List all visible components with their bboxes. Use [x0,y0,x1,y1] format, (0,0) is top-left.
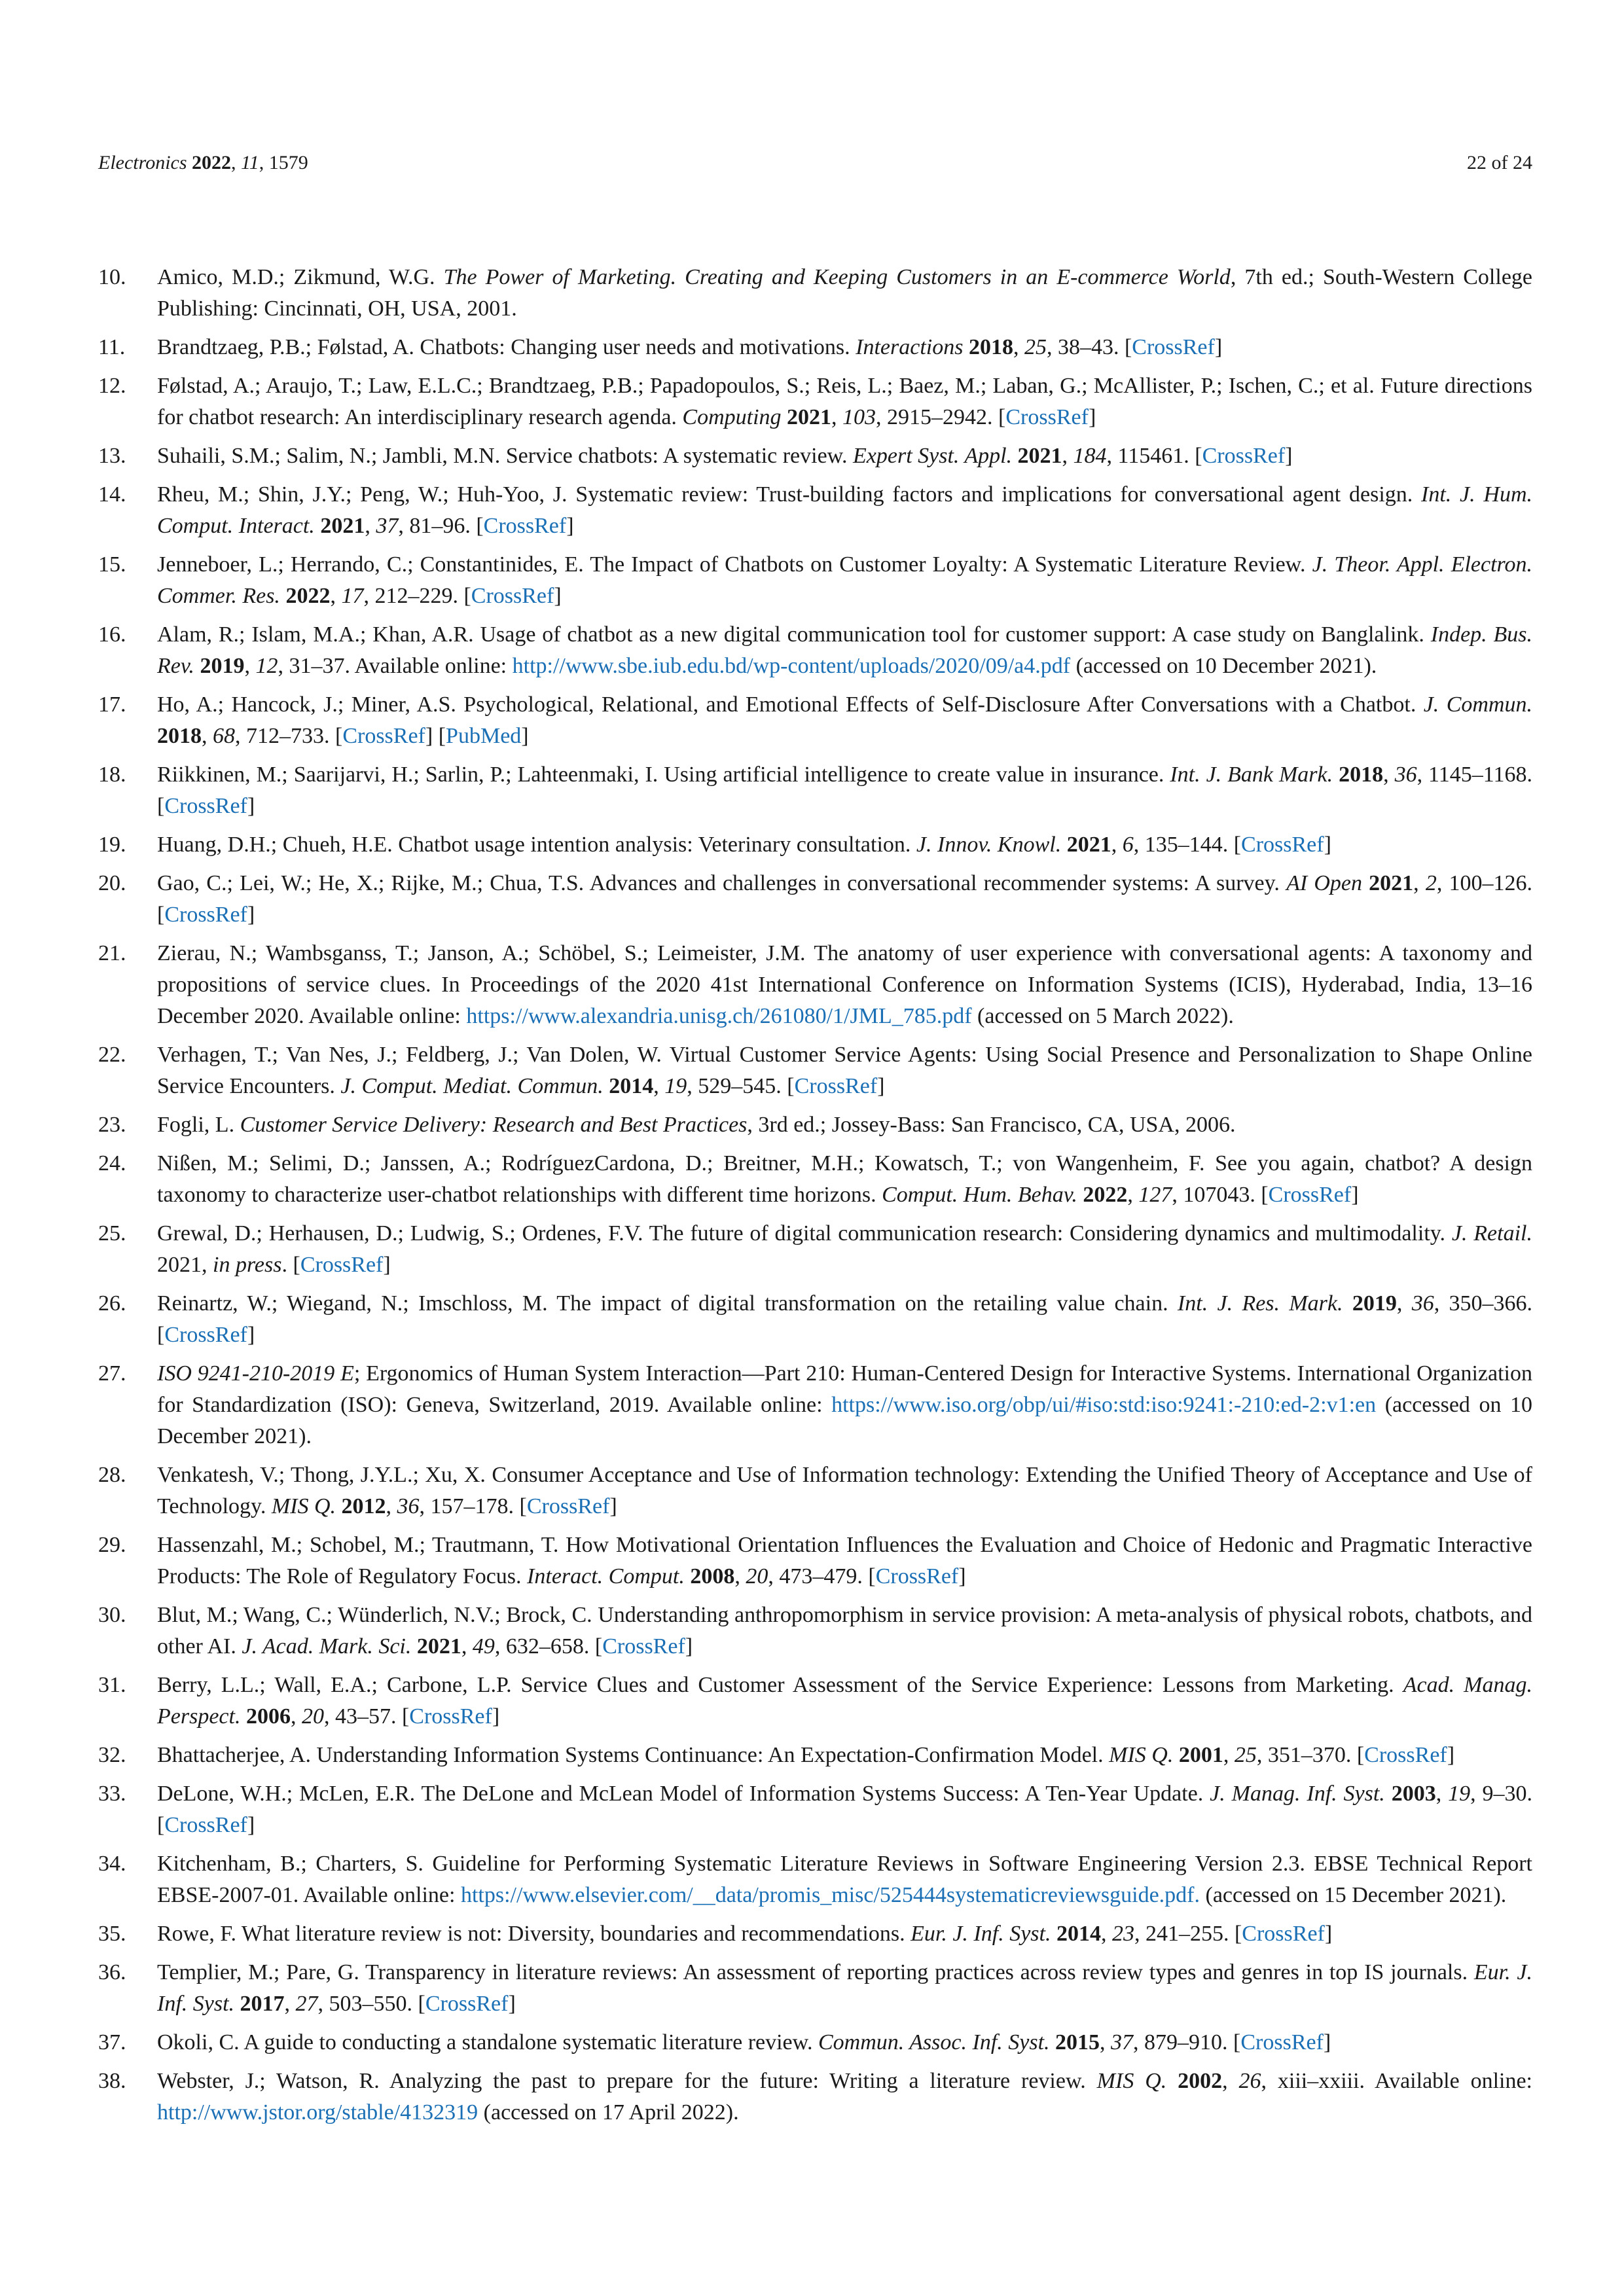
reference-year: 2018 [1339,762,1384,787]
reference-italic-text: J. Innov. Knowl. [916,833,1062,857]
reference-item [98,2066,1532,2128]
reference-italic-text: 19 [664,1074,687,1098]
reference-item [98,479,1532,542]
reference-text: , xiii–xxiii. Available online: [1261,2069,1532,2093]
reference-text: , 1145–1168. [ [157,762,1533,818]
reference-item [98,1957,1532,2020]
reference-item [98,2027,1532,2058]
reference-text: , [461,1634,473,1659]
reference-text: , [1222,2069,1239,2093]
reference-text [1385,1782,1392,1806]
reference-crossref-link[interactable]: CrossRef [164,1323,247,1347]
reference-text: , 2915–2942. [ [876,405,1006,429]
reference-text: , 43–57. [ [323,1704,410,1729]
reference-text: ] [1324,1922,1333,1946]
reference-year: 2003 [1391,1782,1436,1806]
reference-number: 30. [98,1603,126,1627]
reference-item [98,332,1532,363]
reference-italic-text: Commun. Assoc. Inf. Syst. [818,2030,1050,2054]
reference-italic-text: AI Open [1286,871,1362,895]
reference-crossref-link[interactable]: CrossRef [1202,444,1286,468]
reference-text: Jenneboer, L.; Herrando, C.; Constantinides, E. The Impact of Chatbots on Customer Loyalty: A Systematic Literature Review. [157,552,1312,577]
reference-number: 23. [98,1113,126,1137]
reference-italic-text: 19 [1448,1782,1471,1806]
reference-number: 25. [98,1221,126,1246]
reference-item [98,1740,1532,1771]
reference-text: ] [1324,833,1331,857]
reference-text: Nißen, M.; Selimi, D.; Janssen, A.; RodríguezCardona, D.; Breitner, M.H.; Kowatsch, T.; von Wangenheim, F. See you again, chatbot? A design taxonomy to characterize user-chatbot relationships with different time horizons. [157,1151,1532,1207]
reference-text: Reinartz, W.; Wiegand, N.; Imschloss, M. The impact of digital transformation on the retailing value chain. [157,1291,1178,1316]
reference-text: ] [566,514,574,538]
reference-item [98,1778,1532,1841]
reference-text: , 632–658. [ [494,1634,603,1659]
reference-text [1173,1743,1179,1767]
reference-item [98,1460,1532,1522]
reference-text: Berry, L.L.; Wall, E.A.; Carbone, L.P. Service Clues and Customer Assessment of the Service Experience: Lessons from Marketing. [157,1673,1403,1697]
reference-text: ] [1447,1743,1455,1767]
reference-italic-text: Interactions [856,335,964,359]
reference-text: Grewal, D.; Herhausen, D.; Ludwig, S.; Ordenes, F.V. The future of digital communication research: Considering dynamics and multimodality. [157,1221,1452,1246]
reference-text: , [290,1704,302,1729]
reference-italic-text: 12 [255,654,278,678]
reference-text: , [1223,1743,1235,1767]
reference-number: 27. [98,1361,126,1386]
reference-text: , [1383,762,1395,787]
reference-item [98,1148,1532,1211]
reference-year: 2014 [609,1074,654,1098]
reference-item [98,1848,1532,1911]
reference-italic-text: 25 [1024,335,1047,359]
reference-number: 19. [98,833,126,857]
reference-text: ] [247,794,255,818]
reference-text [782,405,787,429]
reference-italic-text: 127 [1138,1183,1172,1207]
reference-text [336,1494,342,1518]
reference-year: 2021 [1017,444,1062,468]
reference-text: (accessed on 15 December 2021). [1200,1883,1507,1907]
page-number: 22 of 24 [1467,152,1532,173]
reference-year: 2001 [1178,1743,1223,1767]
reference-italic-text: Eur. J. Inf. Syst. [911,1922,1051,1946]
reference-item [98,1918,1532,1950]
reference-crossref-link[interactable]: CrossRef [164,794,247,818]
reference-text: ] [1285,444,1293,468]
reference-italic-text: 17 [341,584,364,608]
reference-item [98,868,1532,931]
reference-text: ] [247,903,255,927]
reference-number: 29. [98,1533,126,1557]
reference-text: , 212–229. [ [363,584,471,608]
reference-number: 33. [98,1782,126,1806]
reference-italic-text: 36 [1411,1291,1434,1316]
reference-text: ] [247,1813,255,1837]
reference-text: Hassenzahl, M.; Schobel, M.; Trautmann, T. How Motivational Orientation Influences the Evaluation and Choice of Hedonic and Pragmatic Interactive Products: The Role of Regulatory Focus. [157,1533,1532,1588]
reference-italic-text: The Power of Marketing. Creating and Keeping Customers in an E-commerce World [443,265,1231,289]
reference-text: (accessed on 17 April 2022). [478,2100,739,2125]
reference-text: , [244,654,256,678]
reference-text: Okoli, C. A guide to conducting a standalone systematic literature review. [157,2030,818,2054]
journal-citation: Electronics 2022, 11, 1579 [98,152,308,173]
reference-italic-text: J. Retail. [1451,1221,1532,1246]
reference-text: ; Ergonomics of Human System Interaction—Part 210: Human-Centered Design for Interactive Systems. International Organization for Standardization (ISO): Geneva, Switzerland, 2019. Available online: [157,1361,1532,1417]
reference-year: 2021 [1369,871,1414,895]
reference-crossref-link[interactable]: CrossRef [1242,1922,1325,1946]
reference-year: 2008 [690,1564,735,1588]
reference-italic-text: 2 [1425,871,1437,895]
reference-number: 13. [98,444,126,468]
journal-volume: 11 [241,152,259,173]
reference-text: Templier, M.; Pare, G. Transparency in literature reviews: An assessment of reporting practices across review types and genres in top IS journals. [157,1960,1474,1984]
reference-number: 26. [98,1291,126,1316]
reference-item [98,619,1532,682]
reference-crossref-link[interactable]: CrossRef [526,1494,610,1518]
reference-italic-text: Int. J. Res. Mark. [1177,1291,1343,1316]
reference-text: Venkatesh, V.; Thong, J.Y.L.; Xu, X. Consumer Acceptance and Use of Information technology: Extending the Unified Theory of Acceptance and Use of Technology. [157,1463,1532,1518]
reference-text: , 157–178. [ [419,1494,527,1518]
reference-number: 31. [98,1673,126,1697]
reference-text: ] [1088,405,1096,429]
reference-text: Alam, R.; Islam, M.A.; Khan, A.R. Usage of chatbot as a new digital communication tool for customer support: A case study on Banglalink. [157,622,1431,647]
reference-text: Rowe, F. What literature review is not: Diversity, boundaries and recommendations. [157,1922,911,1946]
reference-italic-text: 20 [746,1564,768,1588]
reference-text: , 135–144. [ [1133,833,1242,857]
reference-italic-text: Acad. Manag. Perspect. [157,1673,1532,1729]
reference-crossref-link[interactable]: CrossRef [875,1564,959,1588]
reference-crossref-link[interactable]: CrossRef [164,1813,247,1837]
reference-text [1061,833,1067,857]
reference-text: ] [958,1564,966,1588]
reference-text: ] [1323,2030,1331,2054]
reference-year: 2021 [787,405,832,429]
reference-crossref-link[interactable]: CrossRef [1241,833,1324,857]
reference-italic-text: 184 [1073,444,1107,468]
reference-text: , 879–910. [ [1133,2030,1241,2054]
reference-italic-text: Computing [682,405,782,429]
reference-italic-text: Expert Syst. Appl. [853,444,1013,468]
reference-item [98,370,1532,433]
reference-italic-text: MIS Q. [271,1494,336,1518]
reference-url-link[interactable]: http://www.jstor.org/stable/4132319 [157,2100,478,2125]
journal-name: Electronics [98,152,187,173]
reference-text: Amico, M.D.; Zikmund, W.G. [157,265,444,289]
reference-text: ] [877,1074,885,1098]
reference-italic-text: 27 [295,1992,318,2016]
reference-italic-text: J. Acad. Mark. Sci. [242,1634,412,1659]
reference-item [98,549,1532,612]
reference-italic-text: Customer Service Delivery: Research and Best Practices [240,1113,748,1137]
reference-year: 2021 [416,1634,461,1659]
reference-text: Webster, J.; Watson, R. Analyzing the past to prepare for the future: Writing a literature review. [157,2069,1097,2093]
reference-text: , [1013,335,1024,359]
reference-text: (accessed on 10 December 2021). [1070,654,1377,678]
reference-item [98,1600,1532,1662]
reference-text: , [1100,2030,1111,2054]
reference-number: 17. [98,692,126,717]
reference-text [1362,871,1369,895]
reference-text: , 473–479. [ [768,1564,876,1588]
reference-text: Zierau, N.; Wambsganss, T.; Janson, A.; Schöbel, S.; Leimeister, J.M. The anatomy of user experience with conversational agents: A taxonomy and propositions of service clues. In Proceedings of the 2020 41st International Conference on Information Systems (ICIS), Hyderabad, India, 13–16 December 2020. Available online: [157,941,1532,1028]
reference-text: , 9–30. [ [157,1782,1533,1837]
reference-year: 2002 [1178,2069,1223,2093]
reference-italic-text: 49 [472,1634,495,1659]
reference-text [240,1704,246,1729]
reference-number: 14. [98,482,126,507]
reference-number: 24. [98,1151,126,1175]
reference-text [1050,2030,1056,2054]
reference-number: 16. [98,622,126,647]
reference-crossref-link[interactable]: CrossRef [409,1704,492,1729]
reference-crossref-link[interactable]: CrossRef [1132,335,1215,359]
reference-text: , 7th ed.; South-Western College Publishing: Cincinnati, OH, USA, 2001. [157,265,1533,321]
reference-italic-text: MIS Q. [1109,1743,1174,1767]
reference-year: 2019 [1352,1291,1397,1316]
reference-url-link[interactable]: https://www.iso.org/obp/ui/#iso:std:iso:9241:-210:ed-2:v1:en [831,1393,1377,1417]
reference-text: , 115461. [ [1106,444,1202,468]
reference-text: , 107043. [ [1172,1183,1269,1207]
reference-italic-text: Comput. Hum. Behav. [882,1183,1077,1207]
reference-text: ] [1214,335,1223,359]
reference-text: , [653,1074,665,1098]
reference-number: 18. [98,762,126,787]
page-header [98,152,1532,178]
reference-number: 21. [98,941,126,965]
reference-text [411,1634,417,1659]
reference-text: ] [521,724,529,748]
reference-item [98,262,1532,325]
reference-crossref-link[interactable]: CrossRef [425,1992,509,2016]
reference-crossref-link[interactable]: CrossRef [342,724,425,748]
reference-number: 12. [98,374,126,398]
reference-text [1333,762,1339,787]
reference-text: , 350–366. [ [157,1291,1533,1347]
reference-number: 38. [98,2069,126,2093]
reference-item [98,1218,1532,1281]
reference-year: 2014 [1056,1922,1101,1946]
reference-italic-text: 36 [1394,762,1417,787]
reference-year: 2021 [320,514,365,538]
reference-text [1051,1922,1056,1946]
reference-number: 37. [98,2030,126,2054]
reference-year: 2022 [1083,1183,1128,1207]
reference-italic-text: 37 [376,514,399,538]
reference-text [604,1074,609,1098]
reference-italic-text: 37 [1111,2030,1134,2054]
reference-url-link[interactable]: https://www.elsevier.com/__data/promis_misc/525444systematicreviewsguide.pdf. [460,1883,1200,1907]
reference-year: 2021 [1066,833,1111,857]
reference-text: , [1435,1782,1449,1806]
reference-text: , 241–255. [ [1134,1922,1242,1946]
reference-text: . [ [281,1253,300,1277]
reference-text: , [1396,1291,1412,1316]
reference-italic-text: 23 [1111,1922,1134,1946]
journal-year: 2022 [192,152,232,173]
reference-number: 10. [98,265,126,289]
reference-text: ] [1351,1183,1359,1207]
reference-italic-text: J. Comput. Mediat. Commun. [340,1074,604,1098]
reference-text: Brandtzaeg, P.B.; Følstad, A. Chatbots: Changing user needs and motivations. [157,335,856,359]
reference-crossref-link[interactable]: CrossRef [794,1074,878,1098]
reference-text: ] [508,1992,516,2016]
reference-url-link[interactable]: https://www.alexandria.unisg.ch/261080/1/JML_785.pdf [466,1004,972,1028]
reference-text: Huang, D.H.; Chueh, H.E. Chatbot usage intention analysis: Veterinary consultation. [157,833,916,857]
reference-text: ] [247,1323,255,1347]
reference-item [98,1358,1532,1452]
reference-italic-text: 25 [1234,1743,1257,1767]
reference-pubmed-link[interactable]: PubMed [446,724,522,748]
reference-year: 2022 [285,584,331,608]
reference-text: Blut, M.; Wang, C.; Wünderlich, N.V.; Brock, C. Understanding anthropomorphism in service provision: A meta-analysis of physical robots, chatbots, and other AI. [157,1603,1532,1659]
reference-text: Gao, C.; Lei, W.; He, X.; Rijke, M.; Chua, T.S. Advances and challenges in conversational recommender systems: A survey. [157,871,1287,895]
reference-italic-text: Int. J. Hum. Comput. Interact. [157,482,1533,538]
reference-item [98,759,1532,822]
reference-italic-text: ISO 9241-210-2019 E [157,1361,354,1386]
reference-crossref-link[interactable]: CrossRef [300,1253,384,1277]
reference-italic-text: Eur. J. Inf. Syst. [157,1960,1532,2016]
reference-text: Suhaili, S.M.; Salim, N.; Jambli, M.N. Service chatbots: A systematic review. [157,444,854,468]
reference-number: 32. [98,1743,126,1767]
reference-text: 2021, [157,1253,213,1277]
reference-text: ] [383,1253,391,1277]
reference-text: , [1413,871,1426,895]
reference-text: ] [685,1634,693,1659]
reference-text: , [1100,1922,1112,1946]
reference-item [98,1670,1532,1732]
reference-text: , [284,1992,296,2016]
reference-text: , [202,724,213,748]
reference-text: Følstad, A.; Araujo, T.; Law, E.L.C.; Brandtzaeg, P.B.; Papadopoulos, S.; Reis, L.; Baez, M.; Laban, G.; McAllister, P.; Ischen, C.; et al. Future directions for chatbot research: An interdisciplinary research agenda. [157,374,1532,429]
reference-text: Verhagen, T.; Van Nes, J.; Feldberg, J.; Van Dolen, W. Virtual Customer Service Agents: Using Social Presence and Personalization to Shape Online Service Encounters. [157,1043,1532,1098]
reference-italic-text: 20 [301,1704,324,1729]
reference-text: , [734,1564,746,1588]
reference-italic-text: MIS Q. [1096,2069,1167,2093]
article-number: 1579 [268,152,308,173]
reference-text: , 351–370. [ [1256,1743,1365,1767]
reference-url-link[interactable]: http://www.sbe.iub.edu.bd/wp-content/uploads/2020/09/a4.pdf [512,654,1071,678]
reference-text: ] [ [425,724,446,748]
reference-crossref-link[interactable]: CrossRef [483,514,567,538]
reference-text: (accessed on 5 March 2022). [971,1004,1234,1028]
reference-crossref-link[interactable]: CrossRef [1268,1183,1352,1207]
reference-number: 15. [98,552,126,577]
reference-italic-text: J. Manag. Inf. Syst. [1210,1782,1385,1806]
reference-crossref-link[interactable]: CrossRef [1005,405,1089,429]
reference-italic-text: Int. J. Bank Mark. [1170,762,1333,787]
reference-year: 2012 [341,1494,386,1518]
reference-item [98,689,1532,752]
reference-text: , [1062,444,1074,468]
reference-text: ] [492,1704,500,1729]
reference-italic-text: 68 [213,724,235,748]
reference-italic-text: 6 [1122,833,1134,857]
reference-text: Bhattacherjee, A. Understanding Information Systems Continuance: An Expectation-Confirmation Model. [157,1743,1110,1767]
reference-number: 22. [98,1043,126,1067]
reference-year: 2006 [245,1704,291,1729]
reference-text: (accessed on 10 December 2021). [157,1393,1532,1448]
reference-item [98,1109,1532,1141]
reference-text: , [1127,1183,1139,1207]
reference-text: , 712–733. [ [235,724,343,748]
reference-text [234,1992,240,2016]
reference-year: 2015 [1055,2030,1100,2054]
reference-text: , [365,514,376,538]
reference-text: ] [609,1494,617,1518]
reference-text [1166,2069,1178,2093]
reference-list [98,262,1532,2136]
reference-text: Riikkinen, M.; Saarijarvi, H.; Sarlin, P.; Lahteenmaki, I. Using artificial intelligence to create value in insurance. [157,762,1170,787]
reference-year: 2019 [200,654,245,678]
reference-text: Rheu, M.; Shin, J.Y.; Peng, W.; Huh-Yoo, J. Systematic review: Trust-building factors and implications for conversational agent design. [157,482,1422,507]
reference-year: 2017 [240,1992,285,2016]
reference-number: 36. [98,1960,126,1984]
reference-italic-text: in press [213,1253,282,1277]
reference-text: , [1111,833,1123,857]
reference-number: 28. [98,1463,126,1487]
reference-italic-text: Indep. Bus. Rev. [157,622,1532,678]
reference-crossref-link[interactable]: CrossRef [1240,2030,1324,2054]
reference-italic-text: 36 [397,1494,420,1518]
reference-text: Fogli, L. [157,1113,240,1137]
reference-year: 2018 [968,335,1013,359]
reference-italic-text: J. Theor. Appl. Electron. Commer. Res. [157,552,1533,608]
reference-text: ] [554,584,562,608]
reference-text: , 3rd ed.; Jossey-Bass: San Francisco, CA, USA, 2006. [747,1113,1236,1137]
reference-italic-text: J. Commun. [1423,692,1532,717]
reference-item [98,1039,1532,1102]
reference-item [98,1530,1532,1592]
reference-text: , 38–43. [ [1046,335,1132,359]
reference-text: , [831,405,843,429]
reference-text: , 31–37. Available online: [278,654,513,678]
reference-item [98,829,1532,861]
reference-italic-text: 103 [842,405,876,429]
reference-text: , 100–126. [ [157,871,1532,927]
reference-crossref-link[interactable]: CrossRef [1364,1743,1447,1767]
reference-text: , [330,584,342,608]
reference-text [963,335,969,359]
reference-item [98,938,1532,1032]
reference-number: 20. [98,871,126,895]
reference-item [98,1288,1532,1351]
reference-number: 35. [98,1922,126,1946]
reference-text: , 503–550. [ [317,1992,425,2016]
reference-text: , [386,1494,397,1518]
reference-text [1343,1291,1352,1316]
reference-text: DeLone, W.H.; McLen, E.R. The DeLone and McLean Model of Information Systems Success: A Ten-Year Update. [157,1782,1210,1806]
reference-text: Ho, A.; Hancock, J.; Miner, A.S. Psychological, Relational, and Emotional Effects of Self-Disclosure After Conversations with a Chatbot. [157,692,1424,717]
reference-text [1012,444,1018,468]
reference-number: 11. [98,335,126,359]
reference-text: , 81–96. [ [398,514,484,538]
reference-text: , 529–545. [ [687,1074,795,1098]
reference-italic-text: 26 [1238,2069,1261,2093]
reference-crossref-link[interactable]: CrossRef [164,903,247,927]
reference-crossref-link[interactable]: CrossRef [471,584,554,608]
reference-year: 2018 [157,724,202,748]
reference-text: Kitchenham, B.; Charters, S. Guideline for Performing Systematic Literature Reviews in Software Engineering Version 2.3. EBSE Technical Report EBSE-2007-01. Available online: [157,1852,1532,1907]
reference-italic-text: Interact. Comput. [527,1564,685,1588]
reference-item [98,440,1532,472]
reference-number: 34. [98,1852,126,1876]
reference-crossref-link[interactable]: CrossRef [602,1634,685,1659]
